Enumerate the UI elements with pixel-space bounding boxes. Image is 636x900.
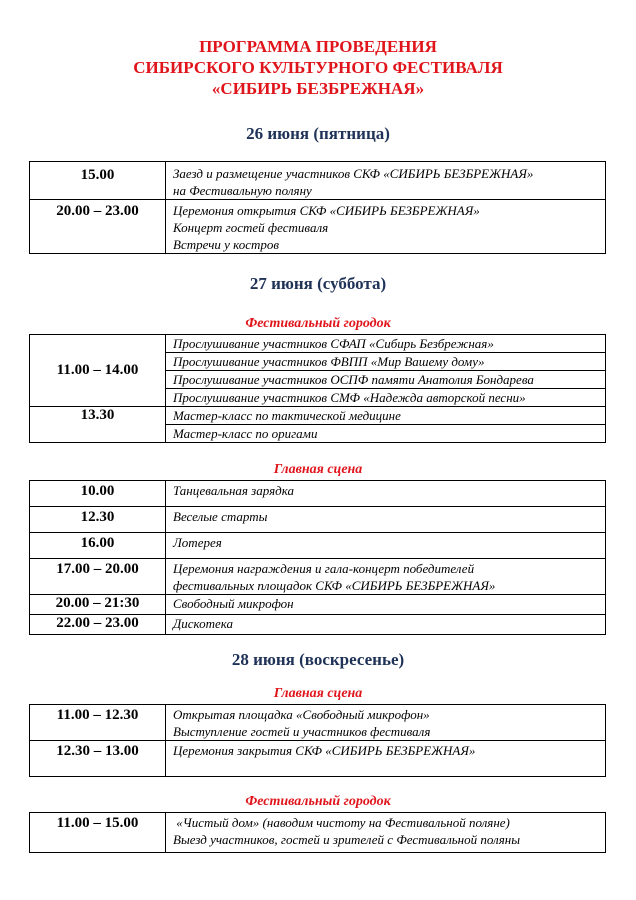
description-cell	[166, 507, 606, 533]
document-title	[0, 36, 636, 99]
description-line: Мастер-класс по тактической медицине	[166, 407, 605, 425]
section-heading: Главная сцена	[273, 686, 363, 701]
description-line: Встречи у костров	[173, 237, 280, 252]
table-row	[30, 741, 606, 777]
time-cell: 10.00	[30, 481, 166, 507]
description-line: Танцевальная зарядка	[173, 483, 294, 498]
schedule-table-main-stage	[29, 480, 606, 635]
description-line: Выступление гостей и участников фестиваля	[173, 724, 431, 739]
description-line: Открытая площадка «Свободный микрофон»	[173, 707, 430, 722]
section-heading: Фестивальный городок	[245, 316, 391, 331]
description-cell	[166, 481, 606, 507]
description-line: Выезд участников, гостей и зрителей с Фестивальной поляны	[173, 832, 521, 847]
time-cell: 20.00 – 23.00	[30, 200, 166, 254]
description-cell	[166, 615, 606, 635]
description-line: Прослушивание участников СФАП «Сибирь Безбрежная»	[166, 335, 605, 353]
description-line: Лотерея	[173, 535, 222, 550]
section-heading: Главная сцена	[273, 462, 363, 477]
description-line: на Фестивальную поляну	[173, 183, 312, 198]
description-cell	[166, 407, 606, 443]
day-heading-june-26: 26 июня (пятница)	[246, 124, 390, 143]
table-row	[30, 200, 606, 254]
table-row	[30, 615, 606, 635]
time-cell: 17.00 – 20.00	[30, 559, 166, 595]
description-line: Мастер-класс по оригами	[173, 426, 318, 441]
time-cell: 16.00	[30, 533, 166, 559]
time-cell: 20.00 – 21:30	[30, 595, 166, 615]
description-line: Дискотека	[173, 616, 234, 631]
table-row	[30, 813, 606, 853]
description-line: Веселые старты	[173, 509, 268, 524]
time-cell: 12.30 – 13.00	[30, 741, 166, 777]
description-line: Свободный микрофон	[173, 596, 294, 611]
description-cell	[166, 741, 606, 777]
table-row	[30, 533, 606, 559]
table-row	[30, 335, 606, 407]
schedule-table-festival-town-sunday	[29, 812, 606, 853]
description-cell	[166, 559, 606, 595]
day-heading-june-28: 28 июня (воскресенье)	[231, 650, 405, 669]
description-line: фестивальных площадок СКФ «СИБИРЬ БЕЗБРЕЖНАЯ»	[173, 578, 496, 593]
time-cell: 11.00 – 12.30	[30, 705, 166, 741]
description-line: Церемония закрытия СКФ «СИБИРЬ БЕЗБРЕЖНАЯ»	[173, 743, 476, 758]
time-cell: 12.30	[30, 507, 166, 533]
time-cell: 22.00 – 23.00	[30, 615, 166, 635]
description-line: Заезд и размещение участников СКФ «СИБИРЬ БЕЗБРЕЖНАЯ»	[173, 166, 534, 181]
time-cell: 13.30	[30, 407, 166, 443]
time-cell: 11.00 – 15.00	[30, 813, 166, 853]
table-row	[30, 162, 606, 200]
description-cell	[166, 200, 606, 254]
description-line: Прослушивание участников ФВПП «Мир Вашему дому»	[166, 353, 605, 371]
description-cell	[166, 533, 606, 559]
time-cell: 15.00	[30, 162, 166, 200]
table-row	[30, 481, 606, 507]
description-line: Церемония награждения и гала-концерт победителей	[173, 561, 475, 576]
description-line: Прослушивание участников СМФ «Надежда авторской песни»	[173, 390, 526, 405]
day-heading-june-27: 27 июня (суббота)	[249, 274, 387, 293]
section-heading: Фестивальный городок	[245, 794, 391, 809]
description-cell	[166, 162, 606, 200]
table-row	[30, 507, 606, 533]
time-cell: 11.00 – 14.00	[30, 335, 166, 407]
title-line-3: «СИБИРЬ БЕЗБРЕЖНАЯ»	[211, 79, 425, 98]
title-line-2: СИБИРСКОГО КУЛЬТУРНОГО ФЕСТИВАЛЯ	[133, 58, 503, 77]
description-cell	[166, 705, 606, 741]
table-row	[30, 705, 606, 741]
description-cell	[166, 813, 606, 853]
title-line-1: ПРОГРАММА ПРОВЕДЕНИЯ	[199, 37, 437, 56]
table-row	[30, 407, 606, 443]
description-cell	[166, 335, 606, 407]
table-row	[30, 595, 606, 615]
schedule-table-main-stage-sunday	[29, 704, 606, 777]
description-cell	[166, 595, 606, 615]
table-row	[30, 559, 606, 595]
description-line: «Чистый дом» (наводим чистоту на Фестивальной поляне)	[173, 815, 510, 830]
description-line: Прослушивание участников ОСПФ памяти Анатолия Бондарева	[166, 371, 605, 389]
description-line: Церемония открытия СКФ «СИБИРЬ БЕЗБРЕЖНАЯ»	[173, 203, 480, 218]
schedule-table-june-26	[29, 161, 606, 254]
schedule-table-festival-town	[29, 334, 606, 443]
description-line: Концерт гостей фестиваля	[173, 220, 329, 235]
